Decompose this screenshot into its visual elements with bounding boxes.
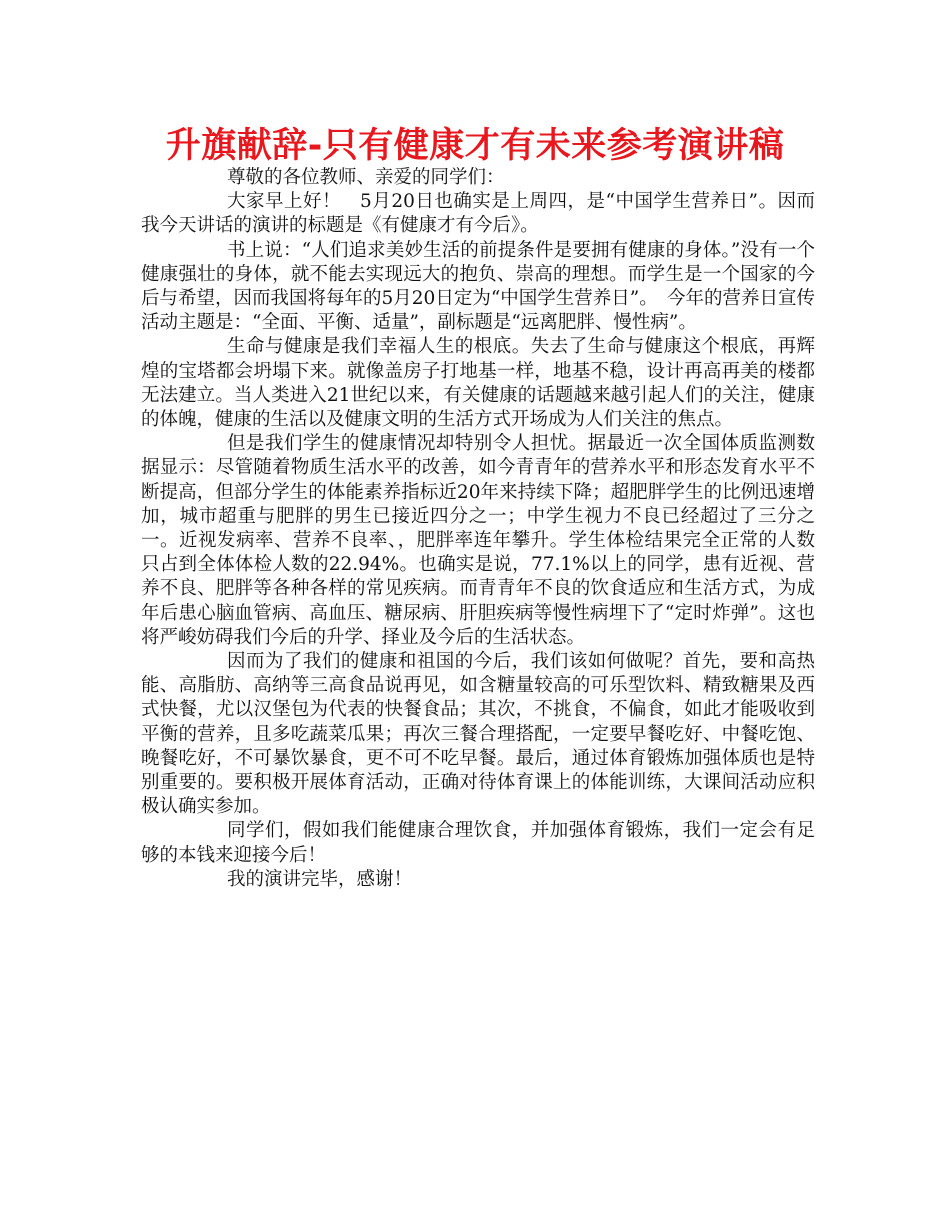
- document-title: 升旗献辞-只有健康才有未来参考演讲稿: [165, 126, 785, 166]
- life-health-paragraph: 生命与健康是我们幸福人生的根底。失去了生命与健康这个根底，再辉煌的宝塔都会坍塌下来。就像盖房子打地基一样，地基不稳，设计再高再美的楼都无法建立。当人类进入21世纪以来，有关健康的话题越来越引起人们的关注，健康的体魄，健康的生活以及健康文明的生活方式开场成为人们关注的焦点。: [141, 336, 815, 431]
- encouragement-paragraph: 同学们，假如我们能健康合理饮食，并加强体育锻炼，我们一定会有足够的本钱来迎接今后！: [141, 820, 815, 866]
- health-concern-paragraph: 但是我们学生的健康情况却特别令人担忧。据最近一次全国体质监测数据显示：尽管随着物质生活水平的改善，如今青青年的营养水平和形态发育水平不断提高，但部分学生的体能素养指标近20年来持续下降；超肥胖学生的比例迅速增加，城市超重与肥胖的男生已接近四分之一；中学生视力不良已经超过了三分之一。近视发病率、营养不良率、，肥胖率连年攀升。学生体检结果完全正常的人数只占到全体体检人数的22.94%。也确实是说，77.1%以上的同学，患有近视、营养不良、肥胖等各种各样的常见疾病。而青青年不良的饮食适应和生活方式，为成年后患心脑血管病、高血压、糖尿病、肝胆疾病等慢性病埋下了“定时炸弹”。这也将严峻妨碍我们今后的升学、择业及今后的生活状态。: [141, 433, 815, 648]
- greeting-paragraph: 大家早上好！ 5月20日也确实是上周四，是“中国学生营养日”。因而我今天讲话的演讲的标题是《有健康才有今后》。: [141, 191, 815, 237]
- closing-paragraph: 我的演讲完毕，感谢！: [227, 868, 413, 890]
- salutation-paragraph: 尊敬的各位教师、亲爱的同学们：: [227, 167, 505, 188]
- document-body: [141, 166, 815, 892]
- what-to-do-paragraph: 因而为了我们的健康和祖国的今后，我们该如何做呢？首先，要和高热能、高脂肪、高纳等三高食品说再见，如含糖量较高的可乐型饮料、精致糖果及西式快餐，尤以汉堡包为代表的快餐食品；其次，不挑食，不偏食，如此才能吸收到平衡的营养，且多吃蔬菜瓜果；再次三餐合理搭配，一定要早餐吃好、中餐吃饱、晚餐吃好，不可暴饮暴食，更不可不吃早餐。最后，通过体育锻炼加强体质也是特别重要的。要积极开展体育活动，正确对待体育课上的体能训练，大课间活动应积极认确实参加。: [141, 651, 815, 818]
- book-quote-paragraph: 书上说：“人们追求美妙生活的前提条件是要拥有健康的身体。”没有一个健康强壮的身体，就不能去实现远大的抱负、崇高的理想。而学生是一个国家的今后与希望，因而我国将每年的5月20日定为“中国学生营养日”。 今年的营养日宣传活动主题是：“全面、平衡、适量”，副标题是“远离肥胖、慢性病”。: [141, 239, 815, 334]
